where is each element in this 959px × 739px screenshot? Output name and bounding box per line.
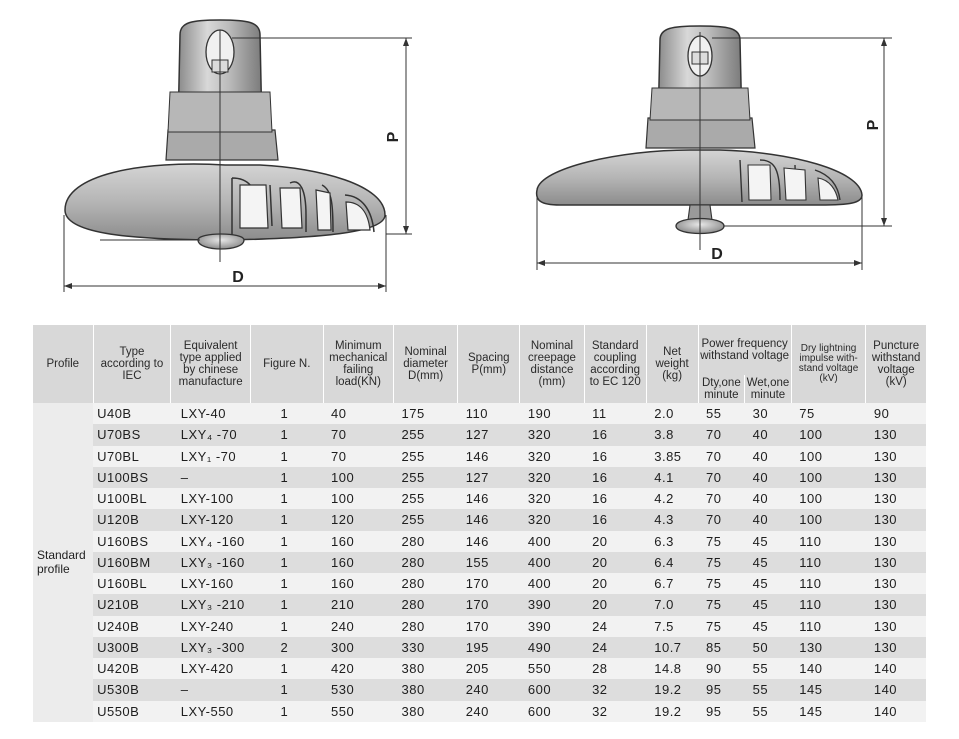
cell-wet: 50 [745, 637, 792, 658]
cell-creepage: 400 [520, 552, 584, 573]
table-body [33, 403, 926, 722]
cell-weight: 7.5 [646, 616, 698, 637]
specification-table [33, 325, 926, 722]
cell-wet: 40 [745, 424, 792, 445]
cell-puncture: 130 [866, 424, 926, 445]
header-coupling: Standard coupling according to EC 120 [584, 325, 646, 403]
cell-coupling: 20 [584, 552, 646, 573]
insulator-drawing-right [537, 26, 892, 270]
cell-creepage: 320 [520, 467, 584, 488]
cell-load: 420 [323, 658, 393, 679]
cell-weight: 14.8 [646, 658, 698, 679]
profile-cell: Standard profile [33, 403, 93, 722]
dimension-d-label-left: D [232, 269, 244, 286]
cell-load: 530 [323, 679, 393, 700]
cell-puncture: 130 [866, 488, 926, 509]
cell-dia: 280 [393, 531, 457, 552]
cell-fig: 2 [251, 637, 324, 658]
cell-weight: 6.4 [646, 552, 698, 573]
cell-load: 40 [323, 403, 393, 424]
table-row [33, 488, 926, 509]
table-row [33, 403, 926, 424]
cell-lightning: 110 [791, 594, 866, 615]
table-row [33, 679, 926, 700]
cell-weight: 2.0 [646, 403, 698, 424]
cell-dry: 75 [698, 531, 745, 552]
cell-fig: 1 [251, 446, 324, 467]
table-row [33, 531, 926, 552]
cell-wet: 40 [745, 446, 792, 467]
cell-coupling: 20 [584, 531, 646, 552]
cell-load: 160 [323, 531, 393, 552]
header-profile: Profile [33, 325, 93, 403]
cell-puncture: 130 [866, 616, 926, 637]
dimension-d-label-right: D [711, 246, 723, 263]
cell-creepage: 400 [520, 573, 584, 594]
cell-lightning: 110 [791, 552, 866, 573]
cell-coupling: 16 [584, 446, 646, 467]
insulator-drawing-left [64, 20, 412, 292]
cell-fig: 1 [251, 509, 324, 530]
cell-dia: 330 [393, 637, 457, 658]
cell-coupling: 20 [584, 594, 646, 615]
cell-spacing: 240 [458, 679, 520, 700]
table-row [33, 446, 926, 467]
cell-fig: 1 [251, 701, 324, 722]
cell-spacing: 170 [458, 573, 520, 594]
cell-dry: 70 [698, 424, 745, 445]
cell-dia: 255 [393, 467, 457, 488]
cell-load: 70 [323, 446, 393, 467]
cell-fig: 1 [251, 467, 324, 488]
cell-equiv: LXY-550 [171, 701, 251, 722]
cell-dia: 280 [393, 573, 457, 594]
cell-dry: 70 [698, 488, 745, 509]
cell-load: 210 [323, 594, 393, 615]
cell-spacing: 170 [458, 594, 520, 615]
header-figure: Figure N. [251, 325, 324, 403]
cell-lightning: 145 [791, 701, 866, 722]
cell-wet: 45 [745, 594, 792, 615]
cell-creepage: 390 [520, 594, 584, 615]
header-spacing: Spacing P(mm) [458, 325, 520, 403]
cell-dry: 75 [698, 552, 745, 573]
table-row [33, 424, 926, 445]
table-row [33, 701, 926, 722]
cell-spacing: 170 [458, 616, 520, 637]
cell-lightning: 110 [791, 531, 866, 552]
cell-weight: 4.1 [646, 467, 698, 488]
cell-type: U70BL [93, 446, 171, 467]
cell-creepage: 390 [520, 616, 584, 637]
cell-type: U100BS [93, 467, 171, 488]
cell-load: 70 [323, 424, 393, 445]
cell-coupling: 24 [584, 616, 646, 637]
cell-type: U100BL [93, 488, 171, 509]
cell-lightning: 110 [791, 573, 866, 594]
cell-lightning: 100 [791, 424, 866, 445]
cell-equiv: LXY₄ -160 [171, 531, 251, 552]
cell-dry: 75 [698, 616, 745, 637]
cell-creepage: 600 [520, 701, 584, 722]
table-row [33, 552, 926, 573]
cell-load: 300 [323, 637, 393, 658]
table-row [33, 637, 926, 658]
cell-puncture: 130 [866, 531, 926, 552]
header-diameter: Nominal diameter D(mm) [393, 325, 457, 403]
cell-equiv: LXY₁ -70 [171, 446, 251, 467]
header-lightning: Dry lightning impulse with-stand voltage (kV) [791, 325, 866, 403]
table-row [33, 658, 926, 679]
header-wet: Wet,one minute [746, 377, 790, 401]
cell-wet: 55 [745, 658, 792, 679]
cell-dia: 280 [393, 552, 457, 573]
cell-weight: 10.7 [646, 637, 698, 658]
cell-fig: 1 [251, 679, 324, 700]
cell-lightning: 145 [791, 679, 866, 700]
cell-spacing: 146 [458, 488, 520, 509]
dimension-p-label-right: P [865, 119, 882, 131]
cell-equiv: – [171, 679, 251, 700]
cell-type: U160BL [93, 573, 171, 594]
table-row [33, 616, 926, 637]
cell-spacing: 195 [458, 637, 520, 658]
cell-coupling: 24 [584, 637, 646, 658]
cell-lightning: 130 [791, 637, 866, 658]
cell-equiv: LXY-160 [171, 573, 251, 594]
cell-dry: 55 [698, 403, 745, 424]
cell-weight: 3.8 [646, 424, 698, 445]
cell-weight: 19.2 [646, 701, 698, 722]
cell-wet: 45 [745, 531, 792, 552]
cell-coupling: 11 [584, 403, 646, 424]
cell-load: 100 [323, 488, 393, 509]
cell-puncture: 130 [866, 637, 926, 658]
cell-lightning: 100 [791, 488, 866, 509]
cell-dia: 255 [393, 488, 457, 509]
cell-spacing: 127 [458, 424, 520, 445]
cell-wet: 30 [745, 403, 792, 424]
cell-coupling: 16 [584, 467, 646, 488]
cell-wet: 45 [745, 573, 792, 594]
cell-dry: 95 [698, 701, 745, 722]
cell-spacing: 110 [458, 403, 520, 424]
cell-type: U240B [93, 616, 171, 637]
cell-dia: 280 [393, 594, 457, 615]
cell-fig: 1 [251, 552, 324, 573]
header-creepage: Nominal creepage distance (mm) [520, 325, 584, 403]
cell-creepage: 550 [520, 658, 584, 679]
cell-equiv: LXY₃ -210 [171, 594, 251, 615]
cell-creepage: 320 [520, 424, 584, 445]
cell-equiv: LXY-240 [171, 616, 251, 637]
cell-type: U120B [93, 509, 171, 530]
cell-dry: 70 [698, 509, 745, 530]
cell-dry: 70 [698, 467, 745, 488]
header-dry: Dty,one minute [698, 375, 745, 403]
cell-type: U160BM [93, 552, 171, 573]
cell-puncture: 140 [866, 701, 926, 722]
cell-coupling: 32 [584, 701, 646, 722]
cell-type: U530B [93, 679, 171, 700]
cell-equiv: LXY-40 [171, 403, 251, 424]
cell-lightning: 100 [791, 509, 866, 530]
cell-coupling: 28 [584, 658, 646, 679]
cell-equiv: LXY-420 [171, 658, 251, 679]
dimension-p-label-left: P [385, 131, 402, 143]
cell-dry: 75 [698, 594, 745, 615]
cell-dia: 380 [393, 658, 457, 679]
cell-lightning: 100 [791, 446, 866, 467]
cell-lightning: 110 [791, 616, 866, 637]
cell-dry: 95 [698, 679, 745, 700]
table-row [33, 509, 926, 530]
cell-dia: 175 [393, 403, 457, 424]
cell-weight: 6.3 [646, 531, 698, 552]
cell-fig: 1 [251, 488, 324, 509]
cell-type: U70BS [93, 424, 171, 445]
insulator-drawings [0, 0, 959, 320]
cell-puncture: 130 [866, 573, 926, 594]
table-row [33, 594, 926, 615]
cell-wet: 45 [745, 616, 792, 637]
cell-equiv: – [171, 467, 251, 488]
cell-coupling: 32 [584, 679, 646, 700]
table-row [33, 573, 926, 594]
cell-coupling: 20 [584, 573, 646, 594]
cell-equiv: LXY-120 [171, 509, 251, 530]
cell-fig: 1 [251, 658, 324, 679]
cell-creepage: 320 [520, 509, 584, 530]
cell-dia: 380 [393, 679, 457, 700]
cell-weight: 6.7 [646, 573, 698, 594]
cell-coupling: 16 [584, 488, 646, 509]
header-min-load: Minimum mechanical failing load(KN) [323, 325, 393, 403]
cell-weight: 4.2 [646, 488, 698, 509]
cell-equiv: LXY₃ -300 [171, 637, 251, 658]
cell-wet: 55 [745, 679, 792, 700]
cell-spacing: 155 [458, 552, 520, 573]
cell-lightning: 140 [791, 658, 866, 679]
cell-puncture: 130 [866, 446, 926, 467]
cell-load: 120 [323, 509, 393, 530]
cell-wet: 45 [745, 552, 792, 573]
cell-coupling: 16 [584, 424, 646, 445]
cell-dry: 70 [698, 446, 745, 467]
cell-dry: 90 [698, 658, 745, 679]
cell-creepage: 320 [520, 488, 584, 509]
header-puncture: Puncture withstand voltage (kV) [866, 325, 926, 403]
cell-type: U160BS [93, 531, 171, 552]
cell-weight: 3.85 [646, 446, 698, 467]
cell-weight: 7.0 [646, 594, 698, 615]
cell-lightning: 75 [791, 403, 866, 424]
cell-puncture: 130 [866, 594, 926, 615]
cell-puncture: 90 [866, 403, 926, 424]
cell-puncture: 140 [866, 679, 926, 700]
header-power-frequency: Power frequency withstand voltage [698, 325, 791, 375]
cell-type: U40B [93, 403, 171, 424]
cell-spacing: 146 [458, 531, 520, 552]
cell-creepage: 490 [520, 637, 584, 658]
cell-creepage: 600 [520, 679, 584, 700]
cell-dry: 75 [698, 573, 745, 594]
cell-coupling: 16 [584, 509, 646, 530]
cell-dia: 380 [393, 701, 457, 722]
cell-wet: 40 [745, 488, 792, 509]
cell-equiv: LXY₃ -160 [171, 552, 251, 573]
cell-weight: 4.3 [646, 509, 698, 530]
cell-load: 240 [323, 616, 393, 637]
cell-wet: 40 [745, 467, 792, 488]
cell-fig: 1 [251, 531, 324, 552]
cell-dia: 255 [393, 509, 457, 530]
cell-creepage: 190 [520, 403, 584, 424]
cell-puncture: 140 [866, 658, 926, 679]
cell-fig: 1 [251, 403, 324, 424]
cell-spacing: 127 [458, 467, 520, 488]
cell-puncture: 130 [866, 467, 926, 488]
cell-equiv: LXY₄ -70 [171, 424, 251, 445]
cell-wet: 40 [745, 509, 792, 530]
cell-lightning: 100 [791, 467, 866, 488]
cell-load: 100 [323, 467, 393, 488]
cell-type: U210B [93, 594, 171, 615]
header-weight: Net weight (kg) [646, 325, 698, 403]
cell-load: 550 [323, 701, 393, 722]
cell-creepage: 400 [520, 531, 584, 552]
header-type: Type according to IEC [93, 325, 171, 403]
cell-equiv: LXY-100 [171, 488, 251, 509]
cell-dia: 280 [393, 616, 457, 637]
cell-spacing: 146 [458, 446, 520, 467]
cell-type: U550B [93, 701, 171, 722]
cell-fig: 1 [251, 616, 324, 637]
cell-spacing: 146 [458, 509, 520, 530]
cell-load: 160 [323, 552, 393, 573]
cell-creepage: 320 [520, 446, 584, 467]
cell-type: U420B [93, 658, 171, 679]
cell-spacing: 240 [458, 701, 520, 722]
cell-spacing: 205 [458, 658, 520, 679]
cell-puncture: 130 [866, 552, 926, 573]
cell-dia: 255 [393, 424, 457, 445]
cell-fig: 1 [251, 573, 324, 594]
cell-fig: 1 [251, 594, 324, 615]
header-equivalent: Equivalent type applied by chinese manufacture [171, 325, 251, 403]
cell-dry: 85 [698, 637, 745, 658]
cell-wet: 55 [745, 701, 792, 722]
table-row [33, 467, 926, 488]
cell-load: 160 [323, 573, 393, 594]
cell-puncture: 130 [866, 509, 926, 530]
cell-dia: 255 [393, 446, 457, 467]
cell-fig: 1 [251, 424, 324, 445]
cell-weight: 19.2 [646, 679, 698, 700]
cell-type: U300B [93, 637, 171, 658]
